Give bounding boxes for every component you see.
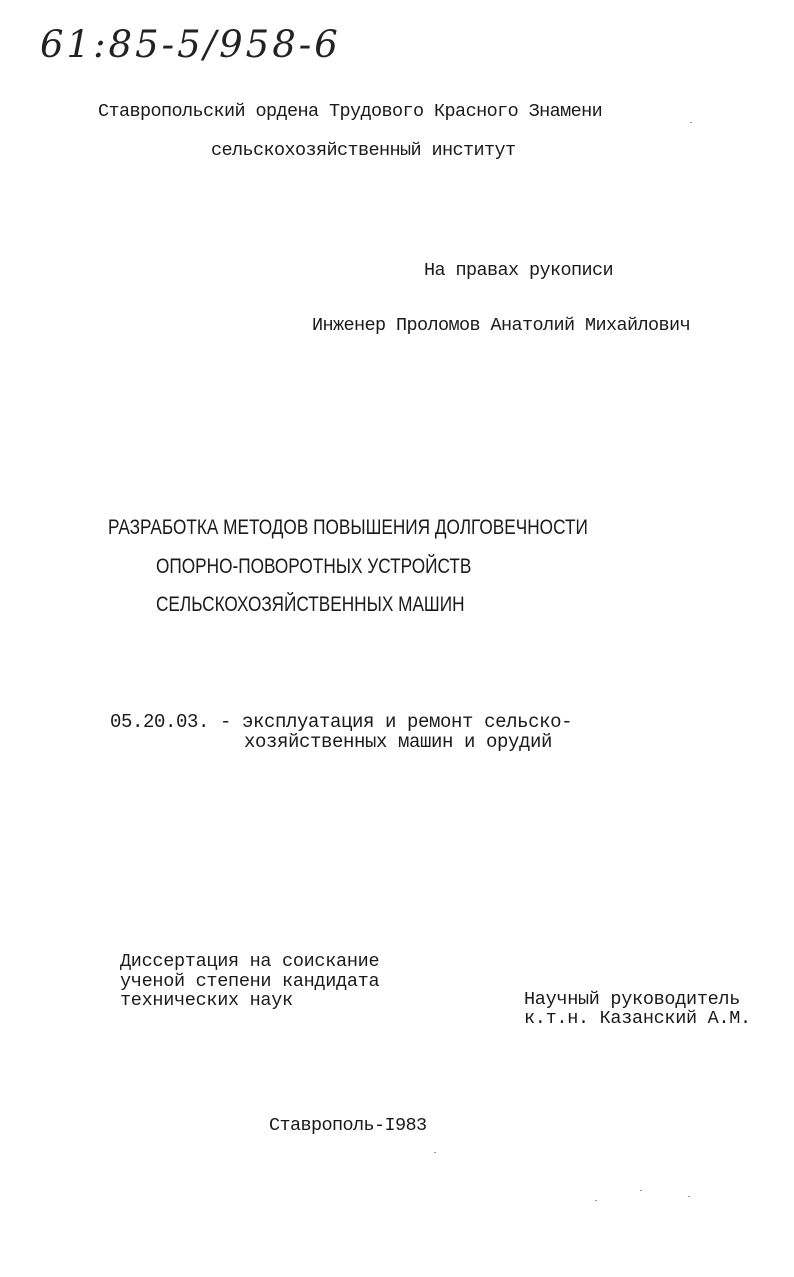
dissertation-line-2: ученой степени кандидата [120, 971, 380, 992]
title-line-2: ОПОРНО-ПОВОРОТНЫХ УСТРОЙСТВ [156, 555, 472, 578]
manuscript-note: На правах рукописи [424, 260, 614, 281]
scan-speck [688, 1196, 690, 1197]
city-year: Ставрополь-I983 [269, 1115, 427, 1136]
specialty-code-line: 05.20.03. - эксплуатация и ремонт сельско- [110, 711, 573, 733]
title-line-1: РАЗРАБОТКА МЕТОДОВ ПОВЫШЕНИЯ ДОЛГОВЕЧНОСТИ [108, 516, 588, 539]
supervisor-line-2: к.т.н. Казанский А.М. [524, 1008, 751, 1029]
institution-line-2: сельскохозяйственный институт [211, 140, 516, 161]
title-line-3: СЕЛЬСКОХОЗЯЙСТВЕННЫХ МАШИН [156, 593, 465, 616]
supervisor-line-1: Научный руководитель [524, 989, 741, 1010]
dissertation-line-3: технических наук [120, 990, 293, 1011]
author-name: Инженер Проломов Анатолий Михайлович [312, 315, 691, 336]
scan-speck [595, 1200, 597, 1201]
handwritten-archive-number: 61:85-5/958-6 [40, 23, 341, 66]
scan-speck [690, 122, 692, 123]
scan-speck [640, 1190, 642, 1191]
dissertation-line-1: Диссертация на соискание [120, 951, 380, 972]
specialty-continuation: хозяйственных машин и орудий [244, 731, 553, 753]
institution-line-1: Ставропольский ордена Трудового Красного Знамени [98, 101, 603, 122]
scan-speck [434, 1152, 436, 1153]
